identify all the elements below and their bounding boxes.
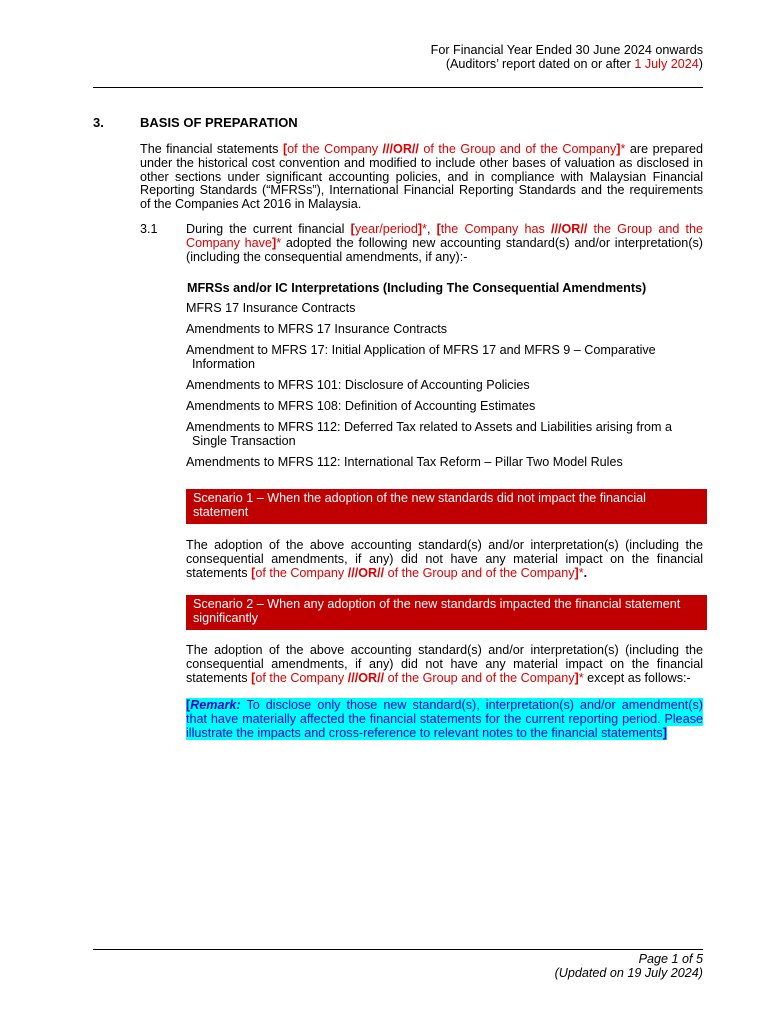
list-item: Amendments to MFRS 108: Definition of Accounting Estimates xyxy=(186,399,536,414)
scenario-2-paragraph: The adoption of the above accounting standard(s) and/or interpretation(s) (including the consequential amendments, if any) did not have any material impact on the financial statements [of the Company ///OR// of the Group and of the Company]* except as follows:- xyxy=(186,643,703,685)
subsection-3-1-paragraph: During the current financial [year/period]*, [the Company has ///OR// the Group and the Company have]* adopted the following new accounting standard(s) and/or interpretation(s) (including the consequential amendments, if any):- xyxy=(186,222,703,264)
standards-list xyxy=(186,302,703,477)
standards-list-heading: MFRSs and/or IC Interpretations (Including The Consequential Amendments) xyxy=(187,281,647,295)
section-number: 3. xyxy=(93,115,104,130)
list-item: Amendments to MFRS 112: International Tax Reform – Pillar Two Model Rules xyxy=(186,455,623,470)
scenario-1-paragraph: The adoption of the above accounting standard(s) and/or interpretation(s) (including the consequential amendments, if any) did not have any material impact on the financial statements [of the Company ///OR// of the Group and of the Company]*. xyxy=(186,538,703,580)
scenario-2-banner: Scenario 2 – When any adoption of the new standards impacted the financial statement significantly xyxy=(186,595,707,630)
intro-paragraph: The financial statements [of the Company ///OR// of the Group and of the Company]* are prepared under the historical cost convention and modified to include other bases of valuation as disclosed in other sections under significant accounting policies, and in compliance with Malaysian Financial Reporting Standards (“MFRSs”), International Financial Reporting Standards and the requirements of the Companies Act 2016 in Malaysia. xyxy=(140,142,703,212)
header-line-1: For Financial Year Ended 30 June 2024 onwards xyxy=(430,43,703,57)
page-header xyxy=(431,43,703,71)
list-item: Amendments to MFRS 112: Deferred Tax related to Assets and Liabilities arising from a Single Transaction xyxy=(186,420,673,449)
remark-label: Remark: xyxy=(190,698,241,712)
remark-note: [Remark: To disclose only those new standard(s), interpretation(s) and/or amendment(s) that have materially affected the financial statements for the current reporting period. Please illustrate the impacts and cross-reference to relevant notes to the financial statements] xyxy=(186,698,703,740)
subsection-number: 3.1 xyxy=(140,222,158,236)
header-divider xyxy=(93,87,703,88)
list-item: Amendment to MFRS 17: Initial Application of MFRS 17 and MFRS 9 – Comparative Information xyxy=(186,343,656,371)
page-number: Page 1 of 5 xyxy=(638,952,703,966)
footer-divider xyxy=(93,949,703,950)
header-date: 1 July 2024 xyxy=(634,57,699,71)
list-item: MFRS 17 Insurance Contracts xyxy=(186,301,356,315)
page-footer xyxy=(555,952,703,980)
list-item: Amendments to MFRS 17 Insurance Contracts xyxy=(186,322,448,337)
list-item: Amendments to MFRS 101: Disclosure of Accounting Policies xyxy=(186,378,530,393)
header-line-2: (Auditors’ report dated on or after 1 July 2024) xyxy=(445,57,703,71)
section-title: BASIS OF PREPARATION xyxy=(140,115,298,130)
updated-date: (Updated on 19 July 2024) xyxy=(554,966,703,980)
scenario-1-banner: Scenario 1 – When the adoption of the new standards did not impact the financial statement xyxy=(186,489,707,524)
